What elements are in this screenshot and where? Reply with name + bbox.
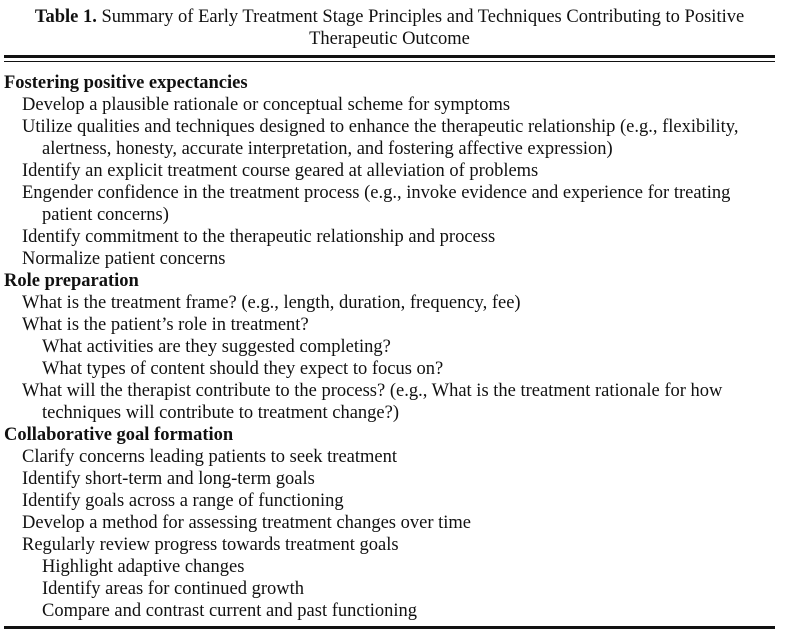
- table-item: Identify goals across a range of functioning: [22, 491, 344, 511]
- table-subitem: Compare and contrast current and past functioning: [42, 601, 418, 621]
- table-item: What will the therapist contribute to the process? (e.g., What is the treatment rationale for how techniques will contribute to treatment change?): [22, 381, 723, 423]
- table-item: Develop a method for assessing treatment changes over time: [22, 513, 471, 533]
- table-body: [4, 72, 775, 622]
- table-item: Identify short-term and long-term goals: [22, 469, 315, 489]
- table-item: Clarify concerns leading patients to seek treatment: [22, 447, 398, 467]
- table-caption-text: Summary of Early Treatment Stage Principles and Techniques Contributing to Positive Therapeutic Outcome: [101, 7, 745, 49]
- table-subitem: Identify areas for continued growth: [42, 579, 304, 599]
- table-item: Develop a plausible rationale or conceptual scheme for symptoms: [22, 95, 511, 115]
- table-item: Engender confidence in the treatment process (e.g., invoke evidence and experience for treating patient concerns): [22, 183, 731, 225]
- table-item: Normalize patient concerns: [22, 249, 226, 269]
- table-item: Regularly review progress towards treatment goals: [22, 535, 399, 555]
- table-subitem: What types of content should they expect to focus on?: [42, 359, 444, 379]
- table-caption: [4, 6, 775, 50]
- summary-table: [4, 6, 775, 629]
- section-heading: Collaborative goal formation: [4, 425, 234, 445]
- bottom-rule: [4, 626, 775, 629]
- section-heading: Fostering positive expectancies: [4, 73, 248, 93]
- top-rule-thick: [4, 55, 775, 58]
- table-caption-label: Table 1.: [34, 7, 97, 27]
- table-item: What is the treatment frame? (e.g., length, duration, frequency, fee): [22, 293, 521, 313]
- table-subitem: What activities are they suggested completing?: [42, 337, 391, 357]
- section-heading: Role preparation: [4, 271, 139, 291]
- table-item: Utilize qualities and techniques designed to enhance the therapeutic relationship (e.g., flexibility, alertness, honesty, accurate interpretation, and fostering affective expression): [22, 117, 739, 159]
- top-rule-thin: [4, 61, 775, 62]
- table-item: What is the patient’s role in treatment?: [22, 315, 309, 335]
- table-item: Identify commitment to the therapeutic relationship and process: [22, 227, 496, 247]
- table-subitem: Highlight adaptive changes: [42, 557, 245, 577]
- table-item: Identify an explicit treatment course geared at alleviation of problems: [22, 161, 539, 181]
